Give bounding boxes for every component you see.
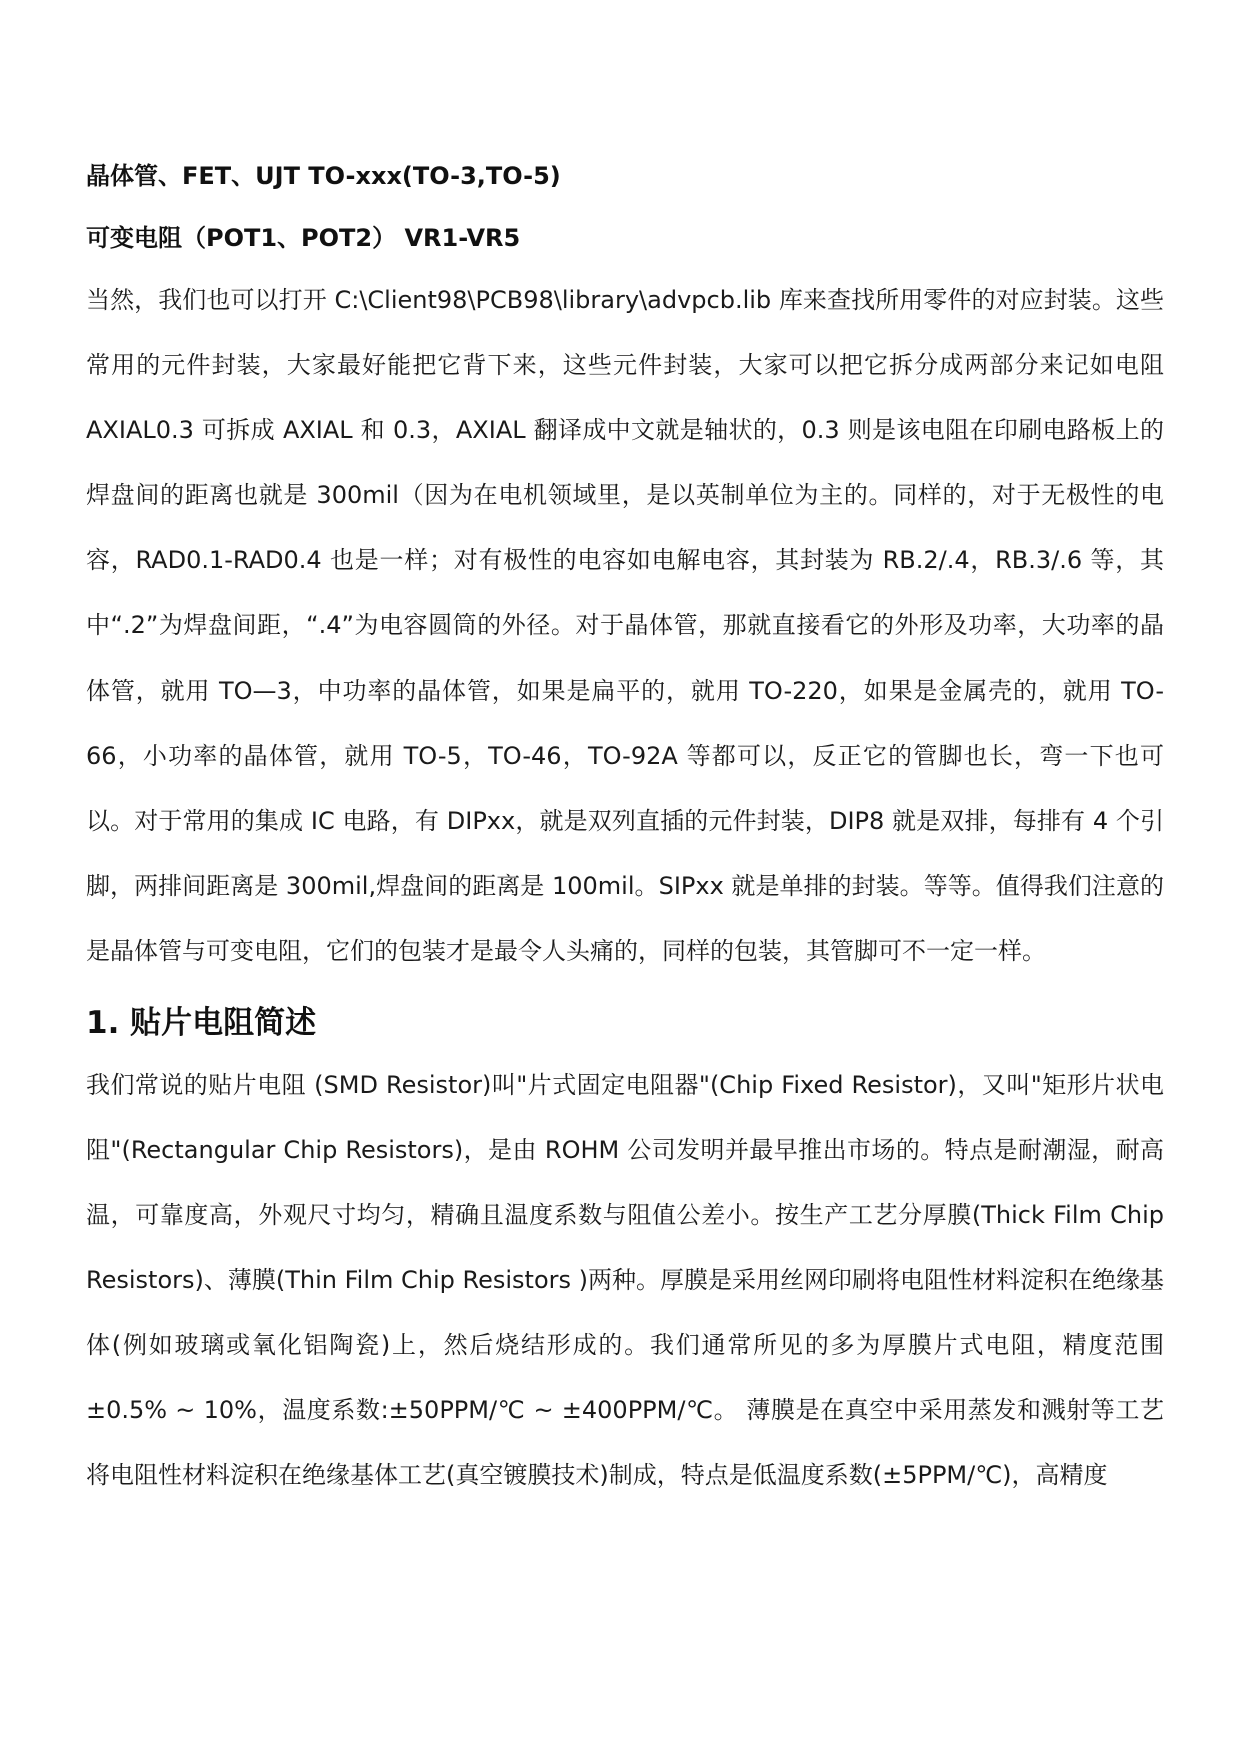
- smd-resistor-paragraph: 我们常说的贴片电阻 (SMD Resistor)叫"片式固定电阻器"(Chip Fixed Resistor)，又叫"矩形片状电阻"(Rectangular Chip Resistors)，是由 ROHM 公司发明并最早推出市场的。特点是耐潮湿，耐高温，可靠度高，外观尺寸均匀，精确且温度系数与阻值公差小。按生产工艺分厚膜(Thick Film Chip Resistors)、薄膜(Thin Film Chip Resistors )两种。厚膜是采用丝网印刷将电阻性材料淀积在绝缘基体(例如玻璃或氧化铝陶瓷)上，然后烧结形成的。我们通常所见的多为厚膜片式电阻，精度范围±0.5% ~ 10%，温度系数:±50PPM/℃ ~ ±400PPM/℃。 薄膜是在真空中采用蒸发和溅射等工艺将电阻性材料淀积在绝缘基体工艺(真空镀膜技术)制成，特点是低温度系数(±5PPM/℃)，高精度: [86, 1071, 1165, 1490]
- document-page: [86, 160, 1164, 1508]
- transistor-package-heading: 晶体管、FET、UJT TO-xxx(TO-3,TO-5): [86, 162, 561, 190]
- section-title-smd-resistor: 1. 贴片电阻简述: [86, 1005, 317, 1042]
- pot-package-heading: 可变电阻（POT1、POT2） VR1-VR5: [86, 224, 521, 252]
- package-explanation-paragraph: 当然，我们也可以打开 C:\Client98\PCB98\library\advpcb.lib 库来查找所用零件的对应封装。这些常用的元件封装，大家最好能把它背下来，这些元件封装，大家可以把它拆分成两部分来记如电阻 AXIAL0.3 可拆成 AXIAL 和 0.3，AXIAL 翻译成中文就是轴状的，0.3 则是该电阻在印刷电路板上的焊盘间的距离也就是 300mil（因为在电机领域里，是以英制单位为主的。同样的，对于无极性的电容，RAD0.1-RAD0.4 也是一样；对有极性的电容如电解电容，其封装为 RB.2/.4，RB.3/.6 等，其中“.2”为焊盘间距，“.4”为电容圆筒的外径。对于晶体管，那就直接看它的外形及功率，大功率的晶体管，就用 TO—3，中功率的晶体管，如果是扁平的，就用 TO-220，如果是金属壳的，就用 TO-66，小功率的晶体管，就用 TO-5，TO-46，TO-92A 等都可以，反正它的管脚也长，弯一下也可以。对于常用的集成 IC 电路，有 DIPxx，就是双列直插的元件封装，DIP8 就是双排，每排有 4 个引脚，两排间距离是 300mil,焊盘间的距离是 100mil。SIPxx 就是单排的封装。等等。值得我们注意的是晶体管与可变电阻，它们的包装才是最令人头痛的，同样的包装，其管脚可不一定一样。: [86, 286, 1164, 965]
